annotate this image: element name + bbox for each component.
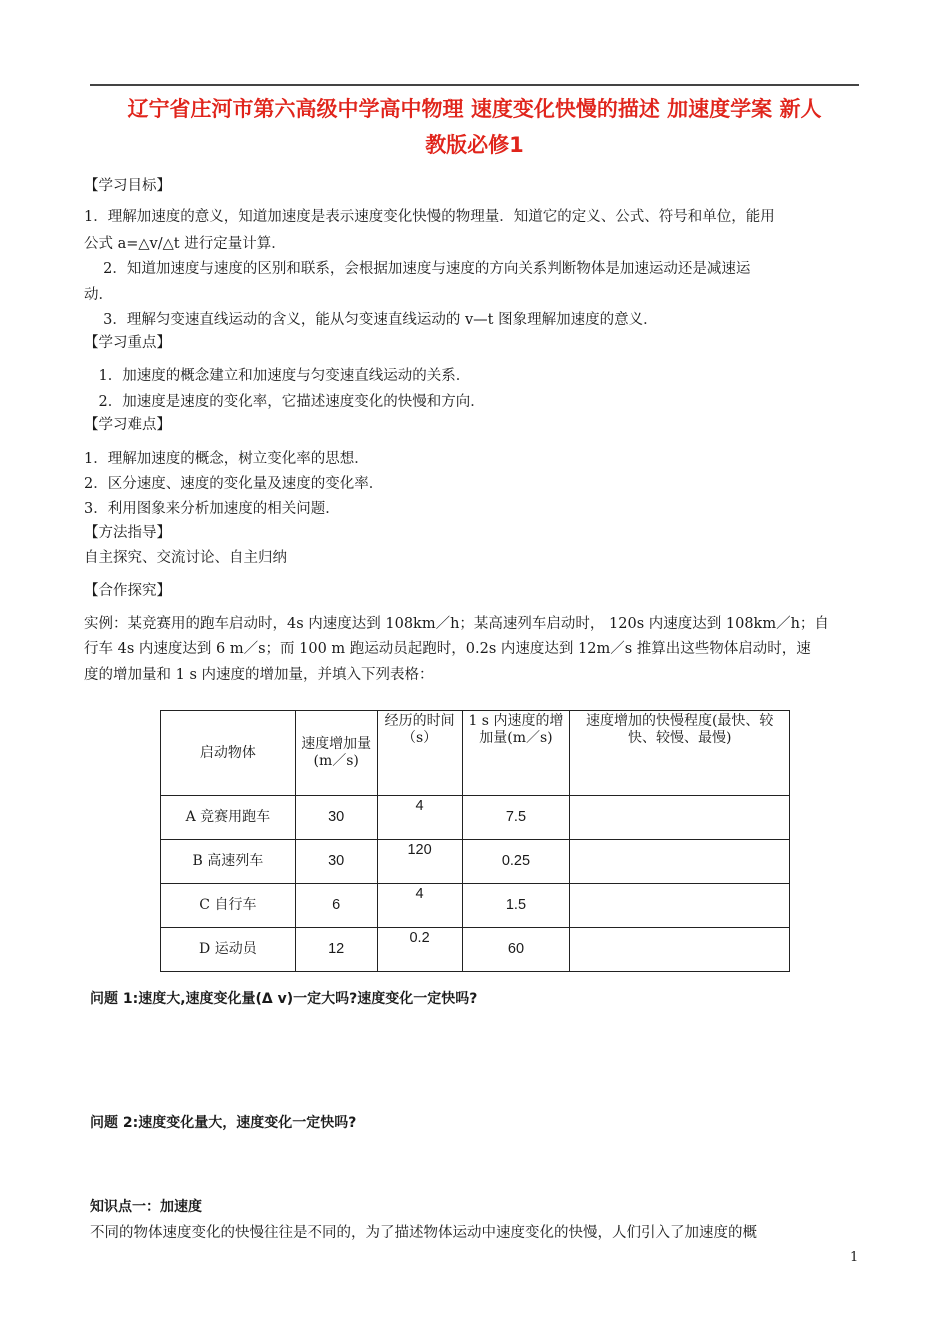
cell-rank[interactable]	[570, 796, 790, 840]
cell-increase-per-second: 60	[462, 928, 570, 972]
cell-elapsed-time: 4	[377, 796, 462, 840]
difficulty-1: 1．理解加速度的概念，树立变化率的思想．	[84, 451, 369, 467]
question-1: 问题 1:速度大,速度变化量(Δ v)一定大吗?速度变化一定快吗?	[90, 991, 478, 1007]
cell-speed-increase: 6	[295, 884, 377, 928]
cell-elapsed-time: 4	[377, 884, 462, 928]
goals-heading: 【学习目标】	[84, 178, 171, 194]
doc-title-line1: 辽宁省庄河市第六高级中学高中物理 速度变化快慢的描述 加速度学案 新人	[127, 97, 822, 121]
cell-speed-increase: 30	[295, 840, 377, 884]
goal-2-line-b: 动．	[84, 287, 113, 303]
difficulty-3: 3．利用图象来分析加速度的相关问题．	[84, 501, 340, 517]
cell-elapsed-time: 120	[377, 840, 462, 884]
knowledge-text: 不同的物体速度变化的快慢往往是不同的，为了描述物体运动中速度变化的快慢，人们引入了加速度的概	[90, 1225, 757, 1241]
cell-elapsed-time: 0.2	[377, 928, 462, 972]
goal-1-line-b: 公式 a=△v/△t 进行定量计算．	[84, 236, 286, 252]
cell-object: C 自行车	[161, 884, 296, 928]
example-line-3: 度的增加量和 1 s 内速度的增加量，并填入下列表格：	[84, 667, 434, 683]
goal-3: 3．理解匀变速直线运动的含义，能从匀变速直线运动的 v—t 图象理解加速度的意义．	[84, 312, 658, 328]
doc-title-line2: 教版必修1	[425, 133, 524, 157]
table-row	[161, 928, 790, 972]
cell-object: A 竞赛用跑车	[161, 796, 296, 840]
page-number: 1	[850, 1250, 859, 1265]
difficulty-heading: 【学习难点】	[84, 417, 171, 433]
table-row	[161, 884, 790, 928]
cell-speed-increase: 12	[295, 928, 377, 972]
cell-speed-increase: 30	[295, 796, 377, 840]
cell-object: D 运动员	[161, 928, 296, 972]
method-text: 自主探究、交流讨论、自主归纳	[84, 550, 287, 566]
key-heading: 【学习重点】	[84, 335, 171, 351]
goal-1-line-a: 1．理解加速度的意义，知道加速度是表示速度变化快慢的物理量．知道它的定义、公式、符号和单位，能用	[84, 209, 775, 225]
startup-data-table	[160, 710, 790, 972]
cell-increase-per-second: 7.5	[462, 796, 570, 840]
cell-rank[interactable]	[570, 928, 790, 972]
header-speed-increase: 速度增加量(m／s)	[295, 711, 377, 796]
example-line-1: 实例：某竞赛用的跑车启动时，4s 内速度达到 108km／h；某高速列车启动时， 120s 内速度达到 108km／h；自	[84, 616, 829, 632]
goal-2-line-a: 2．知道加速度与速度的区别和联系，会根据加速度与速度的方向关系判断物体是加速运动还是减速运	[84, 261, 751, 277]
header-rank: 速度增加的快慢程度(最快、较快、较慢、最慢)	[570, 711, 790, 796]
cell-object: B 高速列车	[161, 840, 296, 884]
header-elapsed-time: 经历的时间（s）	[377, 711, 462, 796]
cell-rank[interactable]	[570, 884, 790, 928]
header-object: 启动物体	[161, 711, 296, 796]
cell-rank[interactable]	[570, 840, 790, 884]
cell-increase-per-second: 0.25	[462, 840, 570, 884]
cell-increase-per-second: 1.5	[462, 884, 570, 928]
method-heading: 【方法指导】	[84, 525, 171, 541]
key-2: 2．加速度是速度的变化率，它描述速度变化的快慢和方向．	[84, 394, 485, 410]
table-row	[161, 840, 790, 884]
knowledge-heading: 知识点一：加速度	[90, 1199, 202, 1215]
cooperation-heading: 【合作探究】	[84, 583, 171, 599]
question-2: 问题 2:速度变化量大，速度变化一定快吗?	[90, 1115, 357, 1131]
difficulty-2: 2．区分速度、速度的变化量及速度的变化率．	[84, 476, 384, 492]
header-rule	[90, 84, 859, 86]
key-1: 1．加速度的概念建立和加速度与匀变速直线运动的关系．	[84, 368, 471, 384]
example-line-2: 行车 4s 内速度达到 6 m／s；而 100 m 跑运动员起跑时，0.2s 内速度达到 12m／s 推算出这些物体启动时，速	[84, 641, 811, 657]
table-row	[161, 796, 790, 840]
table-header-row	[161, 711, 790, 796]
header-increase-per-second: 1 s 内速度的增加量(m／s)	[462, 711, 570, 796]
